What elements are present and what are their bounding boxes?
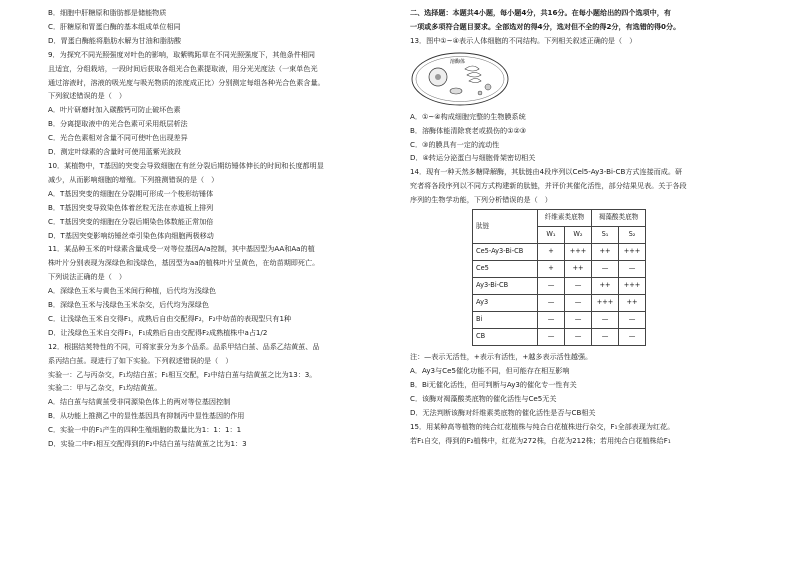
table-cell: — bbox=[592, 312, 619, 329]
option-line: A．Ay3与Ce5催化功能不同，但可能存在相互影响 bbox=[410, 365, 570, 375]
text-line: B．细胞中肝糖原和脂肪都是储能物质 bbox=[48, 8, 167, 17]
text-line: C．实验一中的F₁产生的四种生殖细胞的数量比为1：1：1：1 bbox=[48, 425, 242, 435]
table-col-header: S₁ bbox=[592, 227, 619, 244]
table-cell: — bbox=[538, 329, 565, 346]
text-line: 下列叙述错误的是（ ） bbox=[48, 91, 127, 101]
table-row-label: Ce5 bbox=[473, 261, 538, 278]
table-row bbox=[473, 295, 646, 312]
text-line: 通过溶液时，溶液的吸光度与吸光物质的浓度成正比）分别测定每组各种光合色素含量。 bbox=[48, 77, 325, 87]
text-line: D．胃蛋白酶能将脂肪水解为甘油和脂肪酸 bbox=[48, 35, 182, 45]
table-row-label: CB bbox=[473, 329, 538, 346]
text-line: B．深绿色玉米与浅绿色玉米杂交，后代均为深绿色 bbox=[48, 300, 209, 310]
option-line: C．该酶对褐藻酸类底物的催化活性与Ce5无关 bbox=[410, 393, 557, 403]
text-line: 12．根据结荚特性的不同，可将家蚕分为多个品系。品系甲结白茧、品系乙结黄茧、品 bbox=[48, 341, 320, 351]
text-line: C．肝糖原和胃蛋白酶的基本组成单位相同 bbox=[48, 21, 181, 31]
text-line: C．让浅绿色玉米自交得F₁，成熟后自由交配得F₂，F₂中幼苗的表现型只有1种 bbox=[48, 313, 292, 323]
table-group-header: 纤维素类底物 bbox=[538, 210, 592, 227]
text-line: 株叶片分别表现为深绿色和浅绿色，基因型为aa的植株叶片呈黄色，在幼苗期即死亡。 bbox=[48, 258, 320, 268]
section-header: 一项或多项符合题目要求。全部选对的得4分，选对但不全的得2分，有选错的得0分。 bbox=[410, 21, 681, 31]
table-row bbox=[473, 278, 646, 295]
text-line: C．T基因突变的细胞在分裂后期染色体数能正常加倍 bbox=[48, 216, 214, 226]
text-line: A．T基因突变的细胞在分裂期可形成一个梭形纺锤体 bbox=[48, 188, 214, 198]
text-line: D．T基因突变影响纺锤丝牵引染色体向细胞两极移动 bbox=[48, 230, 214, 240]
option-line: C．③的膜具有一定的流动性 bbox=[410, 139, 500, 149]
table-cell: ++ bbox=[592, 278, 619, 295]
cell-structure-diagram bbox=[410, 51, 510, 107]
question-15-line: 若F₁自交，得到的F₂植株中，红花为272株，白花为212株；若用纯合白花植株给F₁ bbox=[410, 435, 671, 445]
table-row bbox=[473, 244, 646, 261]
text-line: D．让浅绿色玉米自交得F₁，F₁成熟后自由交配得F₂成熟植株中a占1/2 bbox=[48, 327, 268, 337]
table-row bbox=[473, 329, 646, 346]
text-line: A．深绿色玉米与黄色玉米间行种植，后代均为浅绿色 bbox=[48, 286, 217, 296]
table-row bbox=[473, 312, 646, 329]
lysosome-label: 溶酶体 bbox=[450, 58, 466, 65]
table-col-header: S₂ bbox=[619, 227, 646, 244]
table-cell: — bbox=[538, 295, 565, 312]
text-line: A．结白茧与结黄茧受非同源染色体上的两对等位基因控制 bbox=[48, 397, 231, 407]
table-cell: ++ bbox=[592, 244, 619, 261]
question-13-stem: 13．图中①~④表示人体细胞的不同结构。下列相关叙述正确的是（ ） bbox=[410, 35, 637, 45]
table-cell: — bbox=[565, 295, 592, 312]
table-cell: — bbox=[538, 312, 565, 329]
table-cell: — bbox=[592, 329, 619, 346]
text-line: 实验一：乙与丙杂交，F₁均结白茧；F₁相互交配，F₂中结白茧与结黄茧之比为13：3。 bbox=[48, 369, 317, 379]
table-cell: — bbox=[619, 312, 646, 329]
table-note: 注：—表示无活性，+表示有活性，+越多表示活性越强。 bbox=[410, 352, 593, 362]
table-cell: — bbox=[592, 261, 619, 278]
table-col-header: W₂ bbox=[565, 227, 592, 244]
table-cell: — bbox=[619, 261, 646, 278]
table-cell: +++ bbox=[619, 278, 646, 295]
text-line: 实验二：甲与乙杂交，F₁均结黄茧。 bbox=[48, 383, 162, 393]
table-cell: + bbox=[538, 261, 565, 278]
text-line: B．分离提取液中的光合色素可采用纸层析法 bbox=[48, 119, 188, 129]
question-14-stem: 14．现有一种天然多糖降解酶，其肽链由4段序列以Cel5-Ay3-Bi-CB方式连接而成。研 bbox=[410, 167, 683, 177]
text-line: B．T基因突变导致染色体着丝粒无法在赤道板上排列 bbox=[48, 202, 214, 212]
question-14-stem: 序列的生物学功能，下列分析错误的是（ ） bbox=[410, 195, 552, 205]
table-cell: +++ bbox=[592, 295, 619, 312]
table-row-label: Ay3-Bi-CB bbox=[473, 278, 538, 295]
text-line: C．光合色素相对含量不同可使叶色出现差异 bbox=[48, 133, 188, 143]
table-cell: — bbox=[565, 278, 592, 295]
text-line: B．从功能上推测乙中的显性基因具有抑制丙中显性基因的作用 bbox=[48, 411, 245, 421]
activity-table bbox=[472, 209, 646, 346]
text-line: D．测定叶绿素的含量时可使用蓝紫光波段 bbox=[48, 147, 182, 157]
text-line: 10．某植物中，T基因的突变会导致细胞在有丝分裂后期纺锤体伸长的时间和长度都明显 bbox=[48, 160, 324, 170]
question-14-stem: 究者将各段序列以不同方式构建新的肽链，并评价其催化活性，部分结果见表。关于各段 bbox=[410, 181, 687, 191]
text-line: A．叶片研磨时加入碳酸钙可防止破坏色素 bbox=[48, 105, 181, 115]
question-15-line: 15．用某种高等植物的纯合红花植株与纯合白花植株进行杂交，F₁全部表现为红花。 bbox=[410, 421, 675, 431]
table-corner: 肽链 bbox=[473, 210, 538, 244]
text-line: 下列说法正确的是（ ） bbox=[48, 272, 127, 282]
option-line: B．溶酶体能清除衰老或损伤的①②③ bbox=[410, 125, 527, 135]
option-line: D．④转运分泌蛋白与细胞骨架密切相关 bbox=[410, 153, 536, 163]
text-line: D．实验二中F₁相互交配得到的F₂中结白茧与结黄茧之比为1：3 bbox=[48, 439, 247, 449]
table-row-label: Ce5-Ay3-Bi-CB bbox=[473, 244, 538, 261]
table-row-label: Bi bbox=[473, 312, 538, 329]
table-row-label: Ay3 bbox=[473, 295, 538, 312]
table-cell: ++ bbox=[565, 261, 592, 278]
table-cell: — bbox=[565, 312, 592, 329]
text-line: 系丙结白茧。现进行了如下实验。下列叙述错误的是（ ） bbox=[48, 355, 233, 365]
text-line: 9．为探究不同光照强度对叶色的影响，取紫鸭跖草在不同光照强度下，其他条件相同 bbox=[48, 49, 315, 59]
text-line: 11．某品种玉米的叶绿素含量成受一对等位基因A/a控制，其中基因型为AA和Aa的植 bbox=[48, 244, 315, 254]
table-group-header: 褐藻酸类底物 bbox=[592, 210, 646, 227]
table-cell: +++ bbox=[619, 244, 646, 261]
option-line: A．①~④构成细胞完整的生物膜系统 bbox=[410, 111, 526, 121]
table-cell: ++ bbox=[619, 295, 646, 312]
option-line: B．Bi无催化活性，但可判断与Ay3的催化专一性有关 bbox=[410, 379, 577, 389]
table-cell: + bbox=[538, 244, 565, 261]
section-header: 二、选择题：本题共4小题，每小题4分，共16分。在每小题给出的四个选项中，有 bbox=[410, 8, 671, 17]
option-line: D．无法判断该酶对纤维素类底物的催化活性是否与CB相关 bbox=[410, 407, 596, 417]
text-line: 减少，从而影响细胞的增殖。下列推测错误的是（ ） bbox=[48, 174, 219, 184]
table-col-header: W₁ bbox=[538, 227, 565, 244]
left-column bbox=[48, 6, 416, 451]
table-cell: — bbox=[538, 278, 565, 295]
table-cell: — bbox=[565, 329, 592, 346]
table-cell: +++ bbox=[565, 244, 592, 261]
text-line: 且适宜，分组栽培，一段时间后获取各组光合色素提取液，用分光光度法（一束单色光 bbox=[48, 63, 318, 73]
table-cell: — bbox=[619, 329, 646, 346]
right-column bbox=[410, 6, 770, 447]
table-row bbox=[473, 261, 646, 278]
